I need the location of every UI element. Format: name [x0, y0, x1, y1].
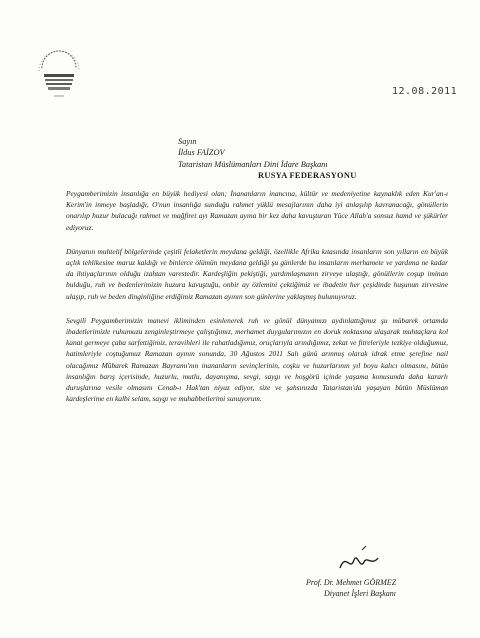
signature-block — [306, 578, 456, 599]
salutation: Sayın — [178, 137, 197, 146]
recipient-country: RUSYA FEDERASYONU — [258, 171, 357, 181]
letter-body — [66, 188, 448, 417]
signatory-name: Prof. Dr. Mehmet GÖRMEZ — [306, 578, 397, 587]
paragraph-2: Dünyanın muhtelif bölgelerinde çeşitli felaketlerin meydana geldiği, özellikle Afrika kıtasında insanların son yılların en büyük açlık tehlikesine maruz kaldığı ve binlerce ölümün meydana geldiği şu günlerde bu insanların merhamete ve yardıma ne kadar da ihtiyaçlarının olduğu izahtan varestedir. Kardeşliğin pekiştiği, yardımlaşmanın zirveye ulaştığı, gönüllerin coşup iminan bulduğu, ruh ve bedenlerimizin huzura kavuştuğu, onbir ay özlemini çektiğimiz ve ibadetin her çeşidinde huşunun zirvesine ulaşıp, ruh ve beden dinginliğine erdiğimiz Ramazan ayının son günlerine yaklaşmış bulunuyoruz. — [66, 246, 448, 301]
signatory-title: Diyanet İşleri Başkanı — [324, 588, 396, 598]
diyanet-emblem-icon — [36, 38, 82, 104]
handwritten-signature — [336, 542, 382, 576]
paragraph-1: Peygamberimizin insanlığa en büyük hediyesi olan; İnananların inancına, kültür ve medeniyetine kaynaklık eden Kur'an-ı Kerim'in inmeye başladığı, O'nun insanlığa sunduğu rahmet yüklü mesajlarının daha iyi anlaşılıp kavranacağı, gönüllerin onarılıp huzur bulacağı rahmet ve mağfiret ayı Ramazan ayına bir kez daha kavuşturan Yüce Allah'a sonsuz hamd ve şükürler ediyoruz. — [66, 189, 448, 232]
letter-date: 12.08.2011 — [392, 86, 458, 97]
recipient-block — [178, 136, 357, 182]
recipient-title: Tataristan Müslümanları Dini İdare Başkanı — [178, 159, 328, 169]
paragraph-3: Sevgili Peygamberimizin manevi ikliminden esinlenerek ruh ve gönül dünyamızı aydınlattığımız şu mübarek ortamda ibadetlerimizle ruhumuzu zenginleştirmeye çalıştığımız, merhamet duygularımızın en doruk noktasına ulaşarak muhtaçlara kol kanat germeye çaba sarfettiğimiz, teravihleri ile rahatladığımız, oruçlarıyla arındığımız, zekat ve fitreleriyle tezkiye olduğumuz, hatimleriyle coştuğumuz Ramazan ayının sonunda, 30 Ağustos 2011 Salı günü arınmış olarak idrak etme şerefine nail olacağımız Mübarek Ramazan Bayramı'nın inananların sevinçlerinin, coşku ve huzurlarının yıl boyu kalıcı olmasını, bütün insanlığın barış içerisinde, huzurlu, mutlu, dayanışma, sevgi, saygı ve hoşgörü içinde yaşama konusunda daha kararlı duruşlarına vesile olmasını Cenab-ı Hak'tan niyaz ediyor, size ve şahsınızda Tataristan'da yaşayan bütün Müslüman kardeşlerime en kalbi selam, saygı ve muhabbetlerimi sunuyorum. — [66, 315, 448, 404]
recipient-name: İldus FAİZOV — [178, 148, 225, 158]
